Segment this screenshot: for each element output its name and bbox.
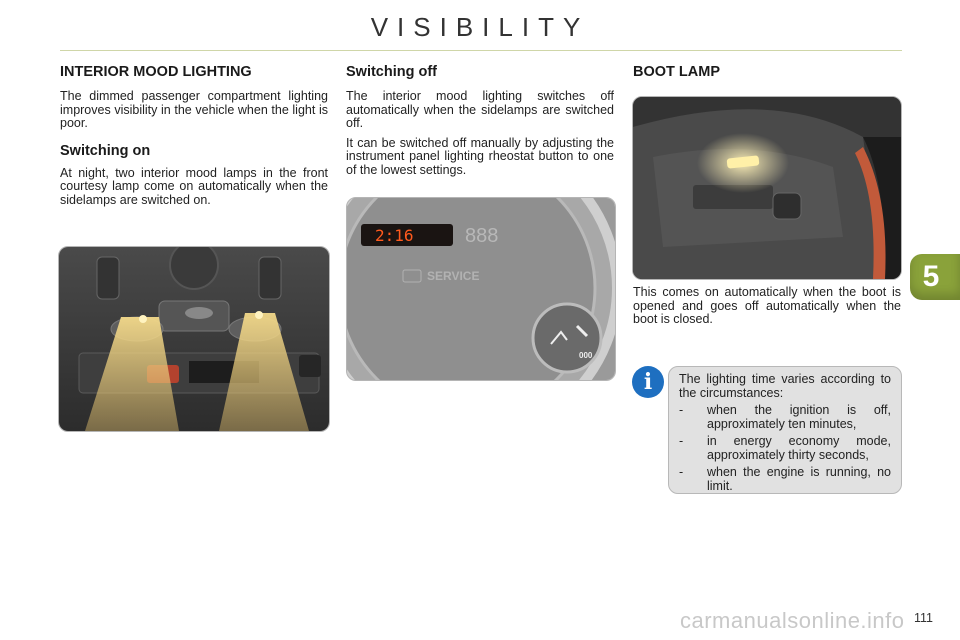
switching-off-paragraph-2: It can be switched off manually by adjusting the instrument panel lighting rheostat button to one of the lowest settings. [346, 135, 614, 177]
switching-on-paragraph: At night, two interior mood lamps in the front courtesy lamp come on automatically when the sidelamps are switched on. [60, 165, 328, 207]
list-item: - when the engine is running, no limit. [679, 465, 891, 493]
chapter-number: 5 [922, 260, 940, 293]
panel-clock-readout: 2:16 [375, 226, 414, 245]
chapter-tab [910, 254, 960, 300]
page-title: VISIBILITY [370, 12, 590, 42]
subheading-switching-off: Switching off [346, 64, 438, 80]
info-list [679, 404, 891, 493]
boot-lamp-paragraph: This comes on automatically when the boot is opened and goes off automatically when the boot is closed. [633, 285, 901, 326]
instrument-panel-photo [346, 197, 616, 381]
section-heading-interior-mood-lighting: INTERIOR MOOD LIGHTING [60, 64, 252, 80]
column-switching-off [346, 64, 614, 183]
column-boot-lamp [633, 64, 901, 90]
boot-lamp-text [633, 286, 901, 333]
title-divider [60, 50, 902, 51]
boot-lamp-photo [632, 96, 902, 280]
panel-service-label: SERVICE [427, 269, 480, 283]
switching-off-paragraph-1: The interior mood lighting switches off automatically when the sidelamps are switched off. [346, 89, 614, 130]
info-intro: The lighting time varies according to the circumstances: [679, 372, 891, 400]
info-icon: i [632, 366, 664, 398]
list-item: - when the ignition is off, approximately ten minutes, [679, 403, 891, 431]
column-interior-mood-lighting [60, 64, 328, 213]
panel-odometer-readout: 888 [465, 225, 499, 247]
mood-lighting-photo [58, 246, 330, 432]
section-heading-boot-lamp: BOOT LAMP [633, 64, 720, 80]
subheading-switching-on: Switching on [60, 142, 151, 159]
intro-paragraph: The dimmed passenger compartment lighting improves visibility in the vehicle when the light is poor. [60, 89, 328, 130]
page-number: 111 [914, 611, 934, 625]
watermark: carmanualsonline.info [680, 608, 905, 633]
info-note-box [668, 366, 902, 494]
panel-knob-label: 000 [579, 351, 593, 360]
list-item: - in energy economy mode, approximately thirty seconds, [679, 434, 891, 462]
